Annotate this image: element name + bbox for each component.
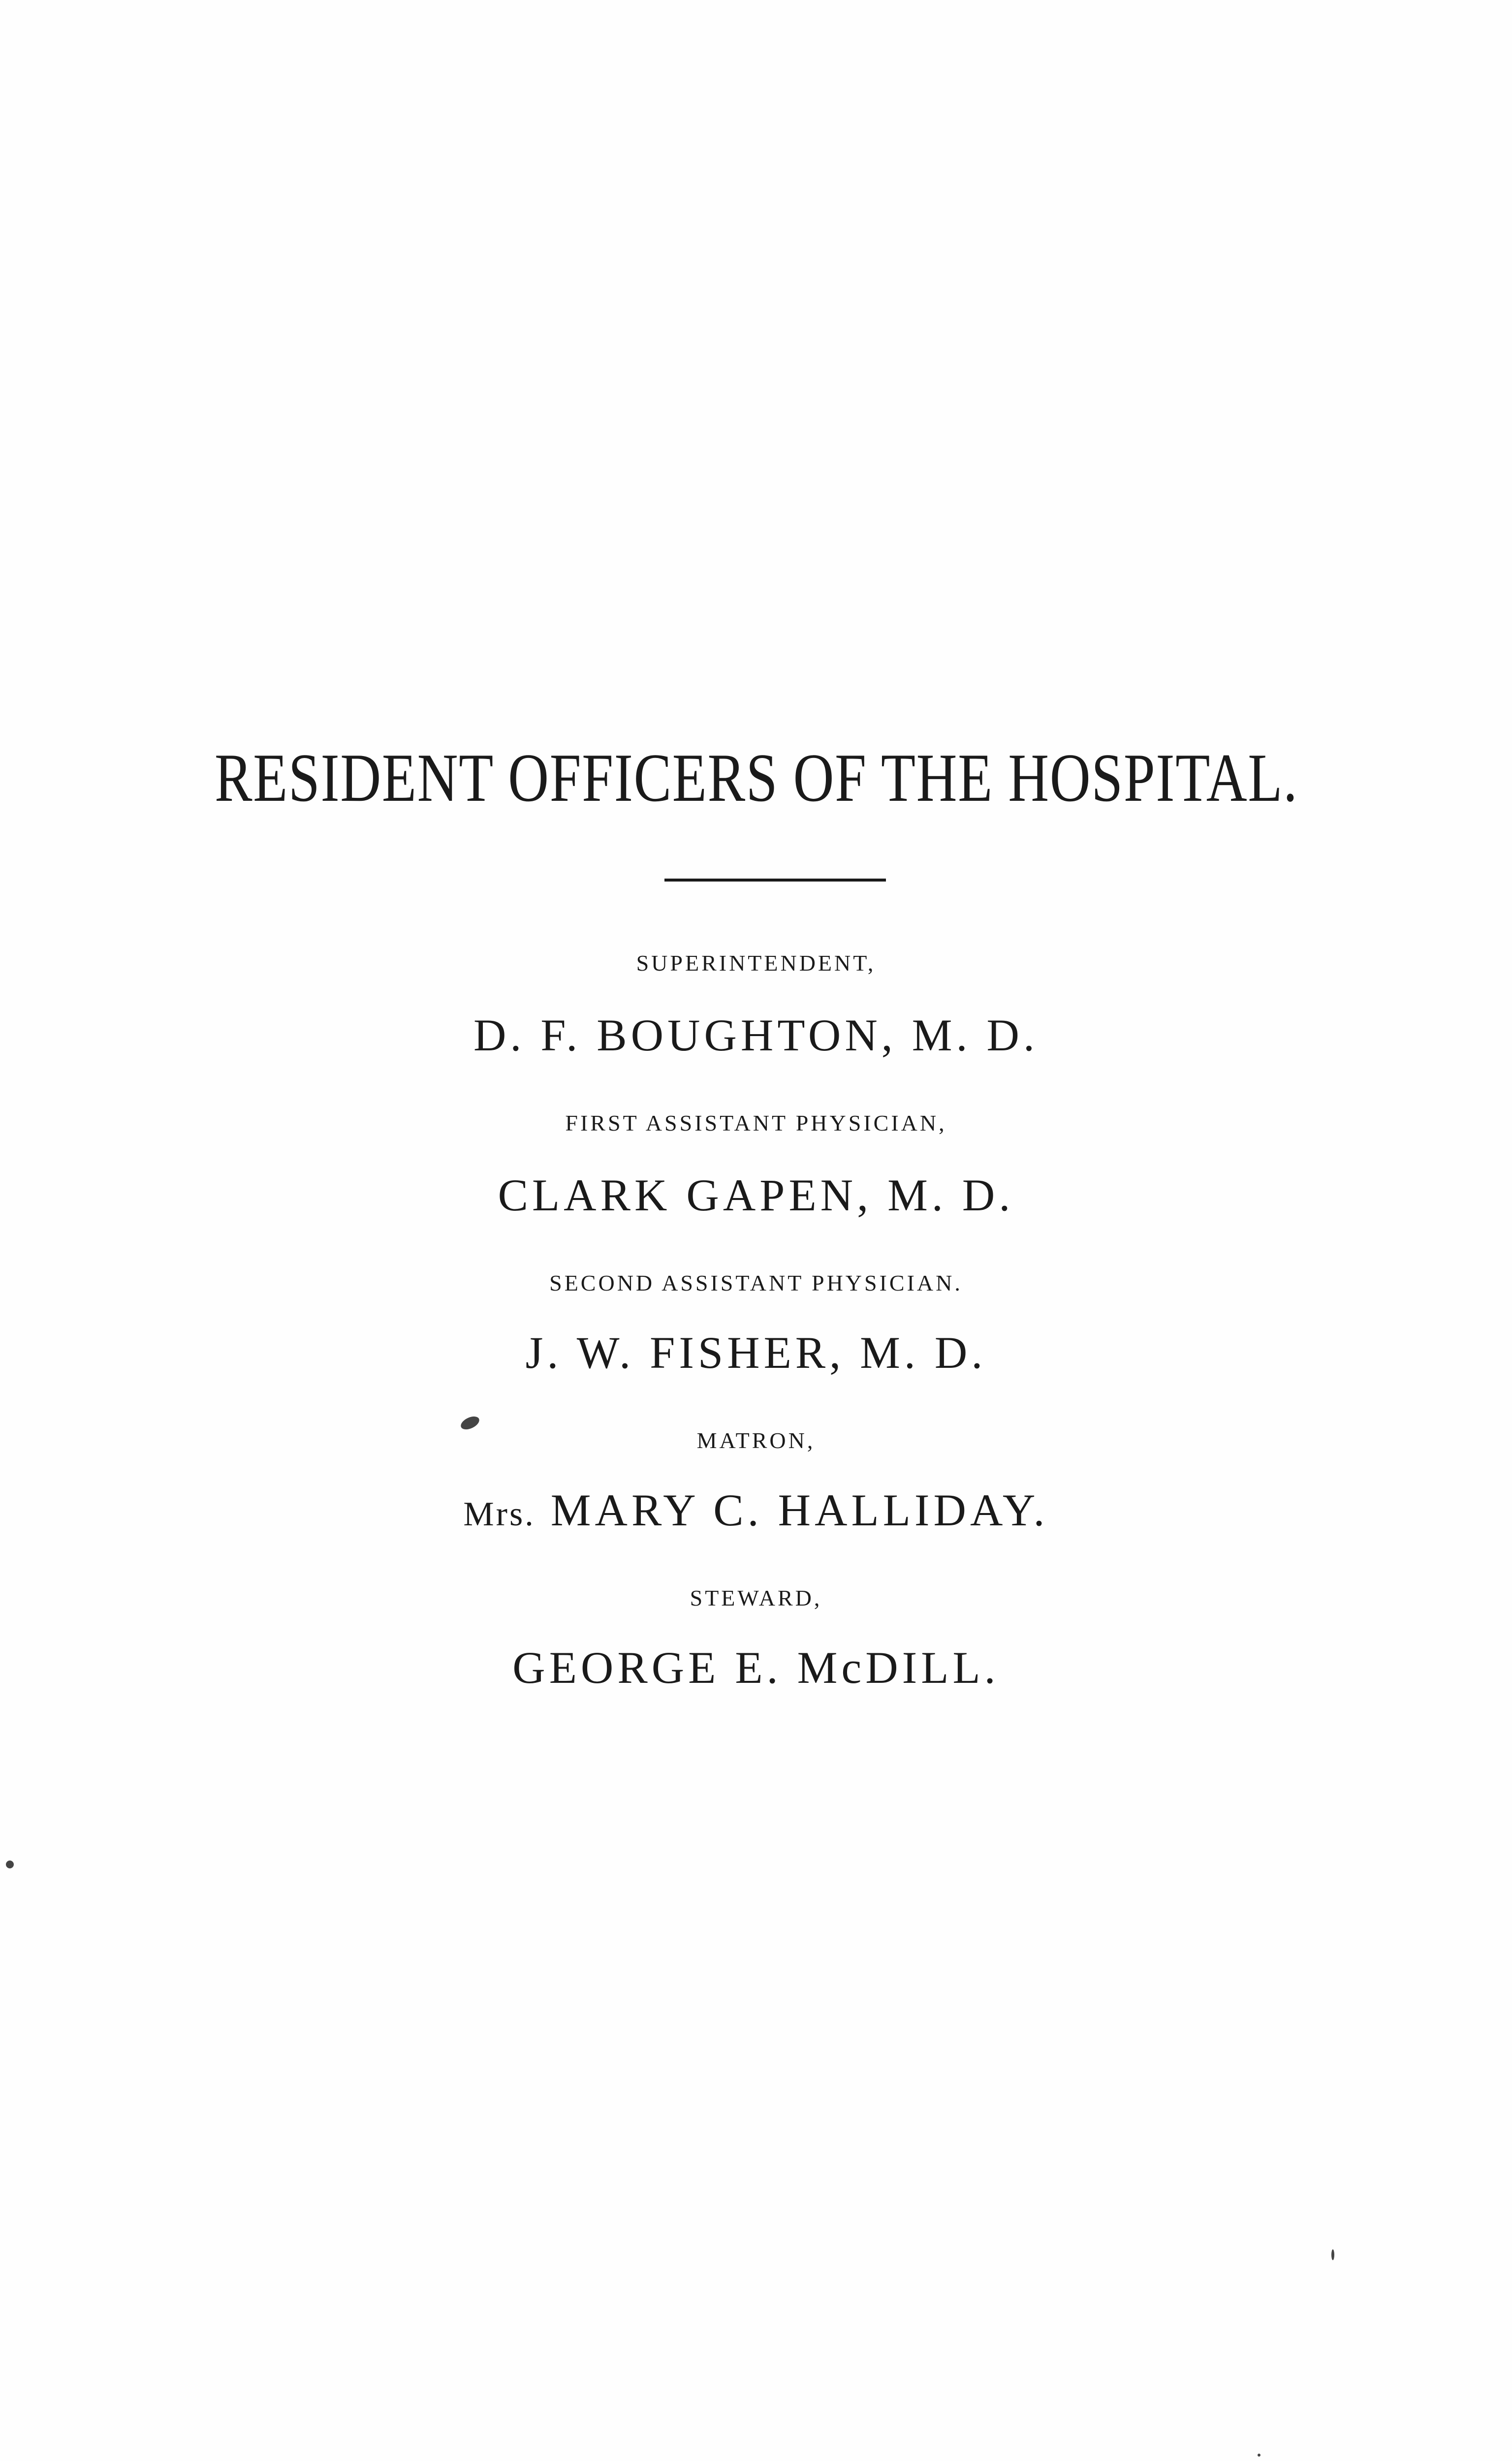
ink-speck — [6, 1861, 14, 1868]
role-superintendent: SUPERINTENDENT, — [636, 950, 876, 976]
role-matron: MATRON, — [696, 1428, 816, 1453]
name-matron — [0, 1484, 1512, 1536]
page-heading: RESIDENT OFFICERS OF THE HOSPITAL. — [214, 740, 1298, 816]
name-first-assistant-physician: CLARK GAPEN, M. D. — [498, 1170, 1014, 1220]
ink-speck — [1331, 2249, 1334, 2260]
name-matron-text: MARY C. HALLIDAY. — [550, 1485, 1049, 1535]
name-superintendent: D. F. BOUGHTON, M. D. — [473, 1010, 1039, 1060]
name-second-assistant-physician: J. W. FISHER, M. D. — [525, 1327, 987, 1378]
name-matron-prefix: Mrs. — [463, 1495, 536, 1533]
name-steward: GEORGE E. McDILL. — [512, 1642, 1000, 1693]
role-first-assistant-physician: FIRST ASSISTANT PHYSICIAN, — [565, 1110, 947, 1136]
role-second-assistant-physician: SECOND ASSISTANT PHYSICIAN. — [549, 1270, 963, 1295]
heading-divider — [664, 879, 886, 882]
ink-speck — [1258, 2454, 1260, 2457]
role-steward: STEWARD, — [690, 1585, 822, 1610]
